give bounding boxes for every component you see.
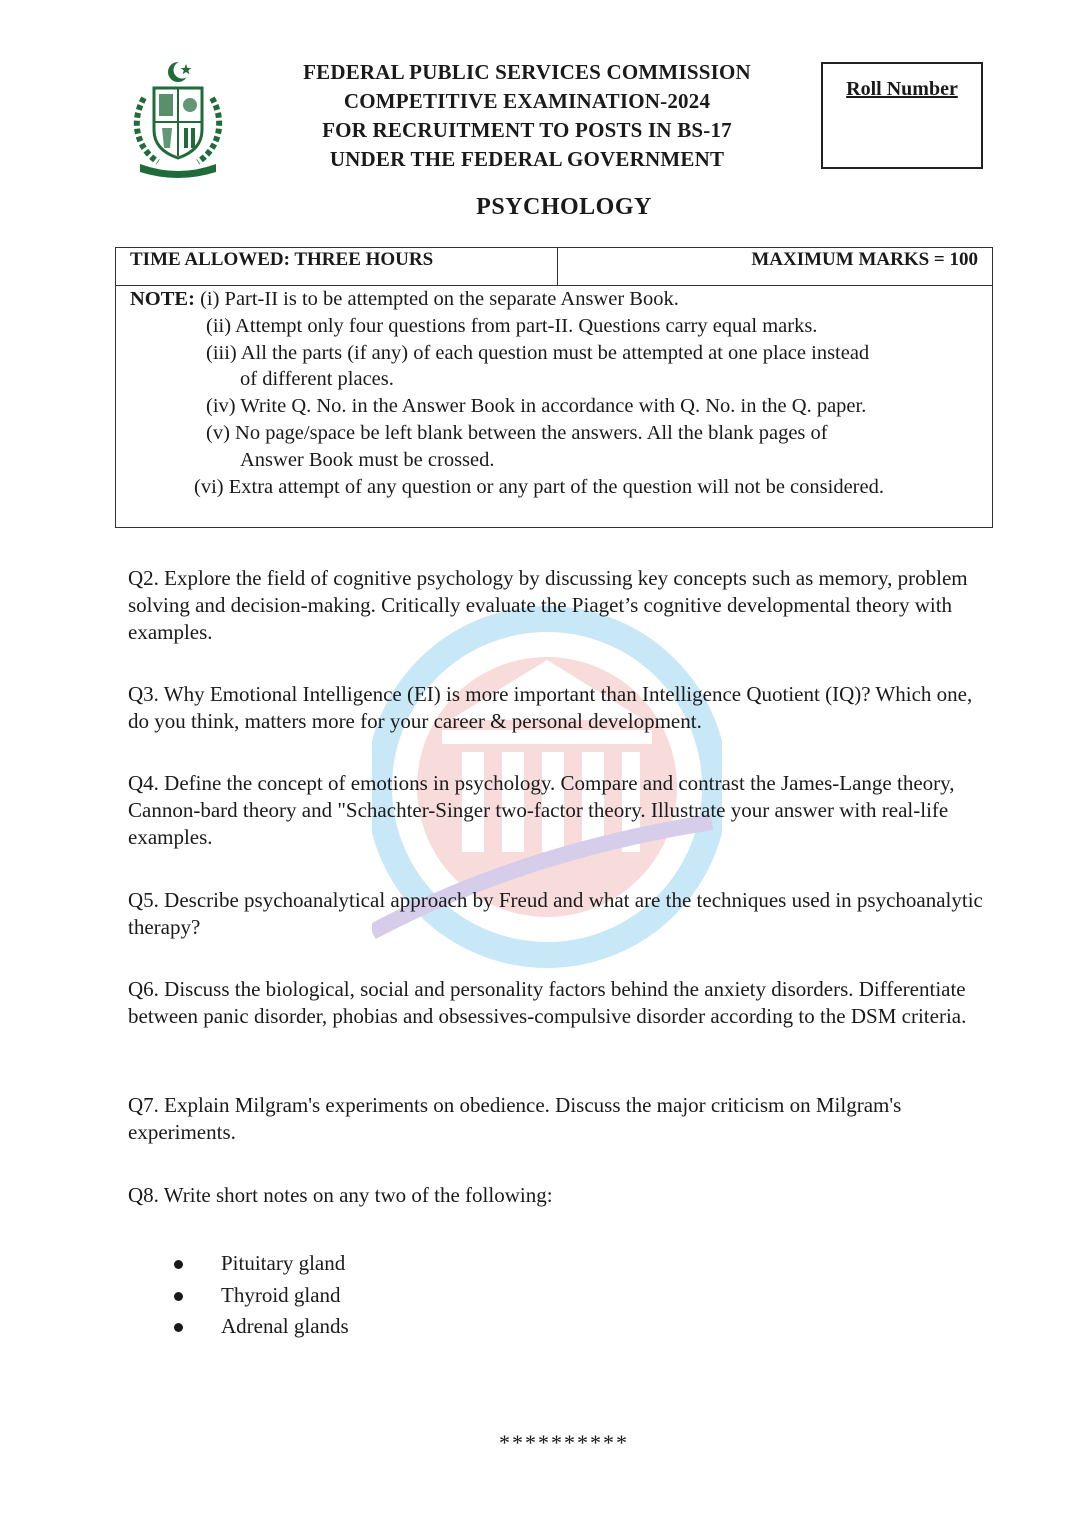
list-item-text: Pituitary gland <box>221 1251 346 1275</box>
note-label: NOTE: <box>130 288 195 310</box>
note-line: Answer Book must be crossed. <box>240 448 495 471</box>
question-q7: Q7. Explain Milgram's experiments on obedience. Discuss the major criticism on Milgram's experiments. <box>128 1093 902 1144</box>
header-line-commission: FEDERAL PUBLIC SERVICES COMMISSION <box>303 60 751 84</box>
list-item-text: Adrenal glands <box>221 1314 349 1338</box>
bullet-icon <box>174 1260 183 1269</box>
maximum-marks: MAXIMUM MARKS = 100 <box>751 249 978 270</box>
bullet-icon <box>174 1292 183 1301</box>
note-line: (vi) Extra attempt of any question or any part of the question will not be considered. <box>194 475 884 498</box>
header-line-exam: COMPETITIVE EXAMINATION-2024 <box>343 89 711 113</box>
subject-title: PSYCHOLOGY <box>476 194 652 220</box>
note-line: (iii) All the parts (if any) of each question must be attempted at one place instead <box>206 341 870 364</box>
question-q2: Q2. Explore the field of cognitive psychology by discussing key concepts such as memory, problem solving and decision-making. Critically evaluate the Piaget’s cognitive developmental theory with examples. <box>128 566 968 644</box>
note-item: (i) Part-II is to be attempted on the separate Answer Book. <box>200 288 679 310</box>
note-line <box>130 286 982 313</box>
list-item-text: Thyroid gland <box>221 1282 341 1307</box>
notes-block <box>130 286 982 500</box>
header-line-government: UNDER THE FEDERAL GOVERNMENT <box>329 147 725 171</box>
table-divider <box>557 248 558 285</box>
emblem-logo <box>124 58 232 180</box>
time-allowed: TIME ALLOWED: THREE HOURS <box>130 249 434 270</box>
note-line: (iv) Write Q. No. in the Answer Book in accordance with Q. No. in the Q. paper. <box>206 395 867 418</box>
question-q4: Q4. Define the concept of emotions in psychology. Compare and contrast the James-Lange theory, Cannon-bard theory and "Schachter-Singer two-factor theory. Illustrate your answer with real-life examples. <box>128 771 955 849</box>
time-marks-row <box>116 248 992 286</box>
header-line-recruitment: FOR RECRUITMENT TO POSTS IN BS-17 <box>322 118 732 142</box>
note-line: (ii) Attempt only four questions from part-II. Questions carry equal marks. <box>206 314 818 337</box>
instructions-table <box>115 247 993 528</box>
note-line: of different places. <box>240 368 394 391</box>
exam-header <box>270 58 784 174</box>
question-q5: Q5. Describe psychoanalytical approach by Freud and what are the techniques used in psychoanalytic therapy? <box>128 888 983 939</box>
end-marker: ********** <box>499 1430 629 1455</box>
question-q6: Q6. Discuss the biological, social and personality factors behind the anxiety disorders. Differentiate between panic disorder, phobias and obsessives-compulsive disorder according to the DSM criteria. <box>128 977 967 1028</box>
note-line: (v) No page/space be left blank between the answers. All the blank pages of <box>206 421 828 444</box>
question-q8: Q8. Write short notes on any two of the following: <box>128 1183 553 1207</box>
roll-number-box <box>821 62 983 169</box>
roll-number-label: Roll Number <box>846 78 958 100</box>
bullet-icon <box>174 1323 183 1332</box>
question-q3: Q3. Why Emotional Intelligence (EI) is more important than Intelligence Quotient (IQ)? Which one, do you think, matters more for your career & personal development. <box>128 682 973 733</box>
